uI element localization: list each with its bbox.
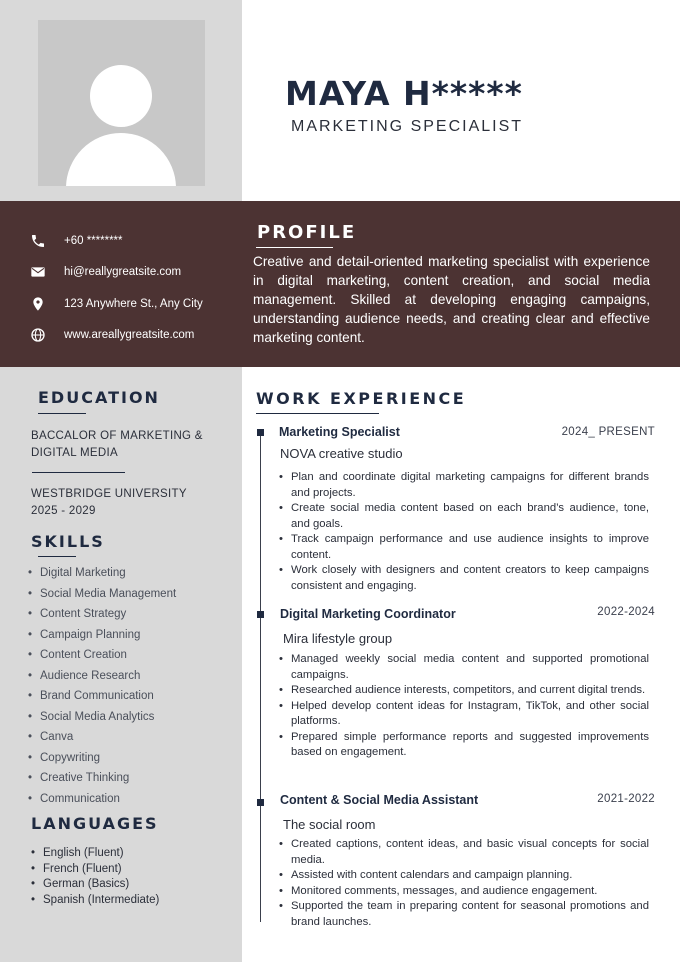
duty-item: • Assisted with content calendars and campaign planning.: [279, 868, 649, 884]
school-name: WESTBRIDGE UNIVERSITY: [31, 488, 187, 500]
skill-item: • Campaign Planning: [28, 625, 176, 646]
skill-item: • Communication: [28, 789, 176, 810]
skill-item: • Copywriting: [28, 748, 176, 769]
duty-item: • Create social media content based on each brand’s audience, tone, and goals.: [279, 501, 649, 532]
duty-item: • Created captions, content ideas, and basic visual concepts for social media.: [279, 837, 649, 868]
globe-icon: [30, 327, 46, 343]
duty-item: • Supported the team in preparing content for seasonal promotions and brand launches.: [279, 899, 649, 930]
languages-list: [31, 846, 159, 908]
phone-text: +60 ********: [64, 235, 123, 247]
contact-phone: [30, 231, 123, 251]
profile-heading: PROFILE: [257, 222, 357, 243]
skills-heading: SKILLS: [31, 532, 105, 551]
job-title: Content & Social Media Assistant: [280, 793, 479, 807]
website-text[interactable]: www.areallygreatsite.com: [64, 329, 195, 341]
address-text: 123 Anywhere St., Any City: [64, 298, 203, 310]
work-experience-heading: WORK EXPERIENCE: [256, 389, 467, 408]
timeline-marker: [257, 429, 264, 436]
phone-icon: [30, 233, 46, 249]
job-title: Digital Marketing Coordinator: [280, 607, 456, 621]
contact-email: [30, 262, 182, 282]
avatar-shoulders: [66, 133, 176, 186]
school-years: 2025 - 2029: [31, 505, 96, 517]
skills-list: [28, 563, 176, 809]
languages-heading: LANGUAGES: [31, 814, 159, 833]
job-duties: [279, 652, 649, 761]
education-degree: [31, 428, 203, 462]
duty-item: • Helped develop content ideas for Instagram, TikTok, and other social platforms.: [279, 699, 649, 730]
profile-heading-underline: [256, 247, 333, 248]
job-date: 2021-2022: [597, 793, 655, 805]
work-experience-underline: [256, 413, 379, 414]
timeline-marker: [257, 799, 264, 806]
skill-item: • Social Media Management: [28, 584, 176, 605]
education-underline: [38, 413, 86, 414]
skill-item: • Social Media Analytics: [28, 707, 176, 728]
duty-item: • Track campaign performance and use audience insights to improve content.: [279, 532, 649, 563]
timeline-line: [260, 432, 261, 922]
contact-address: [30, 294, 203, 314]
candidate-name: MAYA H*****: [285, 74, 523, 113]
candidate-title: MARKETING SPECIALIST: [291, 118, 524, 135]
profile-photo-placeholder: [38, 20, 205, 186]
contact-website: [30, 325, 195, 345]
job-company: The social room: [283, 817, 376, 832]
language-item: • French (Fluent): [31, 862, 159, 878]
duty-item: • Researched audience interests, competitors, and current digital trends.: [279, 683, 649, 699]
duty-item: • Managed weekly social media content and supported promotional campaigns.: [279, 652, 649, 683]
degree-line-2: DIGITAL MEDIA: [31, 447, 118, 459]
location-pin-icon: [30, 296, 46, 312]
job-duties: [279, 837, 649, 930]
skill-item: • Audience Research: [28, 666, 176, 687]
email-icon: [30, 264, 46, 280]
timeline-marker: [257, 611, 264, 618]
job-date: 2024_ PRESENT: [561, 426, 655, 438]
skills-underline: [38, 556, 76, 557]
skill-item: • Digital Marketing: [28, 563, 176, 584]
job-duties: [279, 470, 649, 594]
education-heading: EDUCATION: [38, 388, 160, 407]
job-date: 2022-2024: [597, 606, 655, 618]
job-company: NOVA creative studio: [280, 446, 403, 461]
job-company: Mira lifestyle group: [283, 631, 393, 646]
skill-item: • Content Creation: [28, 645, 176, 666]
language-item: • Spanish (Intermediate): [31, 893, 159, 909]
profile-summary: Creative and detail-oriented marketing specialist with experience in digital marketing, content creation, and social media management. Skilled at developing engaging campaigns, understanding audience needs, and creating clear and effective marketing content.: [253, 254, 650, 345]
duty-item: • Prepared simple performance reports and suggested improvements based on engagement.: [279, 730, 649, 761]
education-divider: [32, 472, 125, 473]
education-school-block: [31, 486, 187, 520]
duty-item: • Work closely with designers and content creators to keep campaigns consistent and engaging.: [279, 563, 649, 594]
email-text[interactable]: hi@reallygreatsite.com: [64, 266, 182, 278]
skill-item: • Creative Thinking: [28, 768, 176, 789]
duty-item: • Plan and coordinate digital marketing campaigns for different brands and projects.: [279, 470, 649, 501]
language-item: • German (Basics): [31, 877, 159, 893]
avatar-head: [90, 65, 152, 127]
skill-item: • Brand Communication: [28, 686, 176, 707]
degree-line-1: BACCALOR OF MARKETING &: [31, 430, 203, 442]
language-item: • English (Fluent): [31, 846, 159, 862]
job-title: Marketing Specialist: [279, 425, 400, 439]
skill-item: • Content Strategy: [28, 604, 176, 625]
skill-item: • Canva: [28, 727, 176, 748]
duty-item: • Monitored comments, messages, and audience engagement.: [279, 884, 649, 900]
